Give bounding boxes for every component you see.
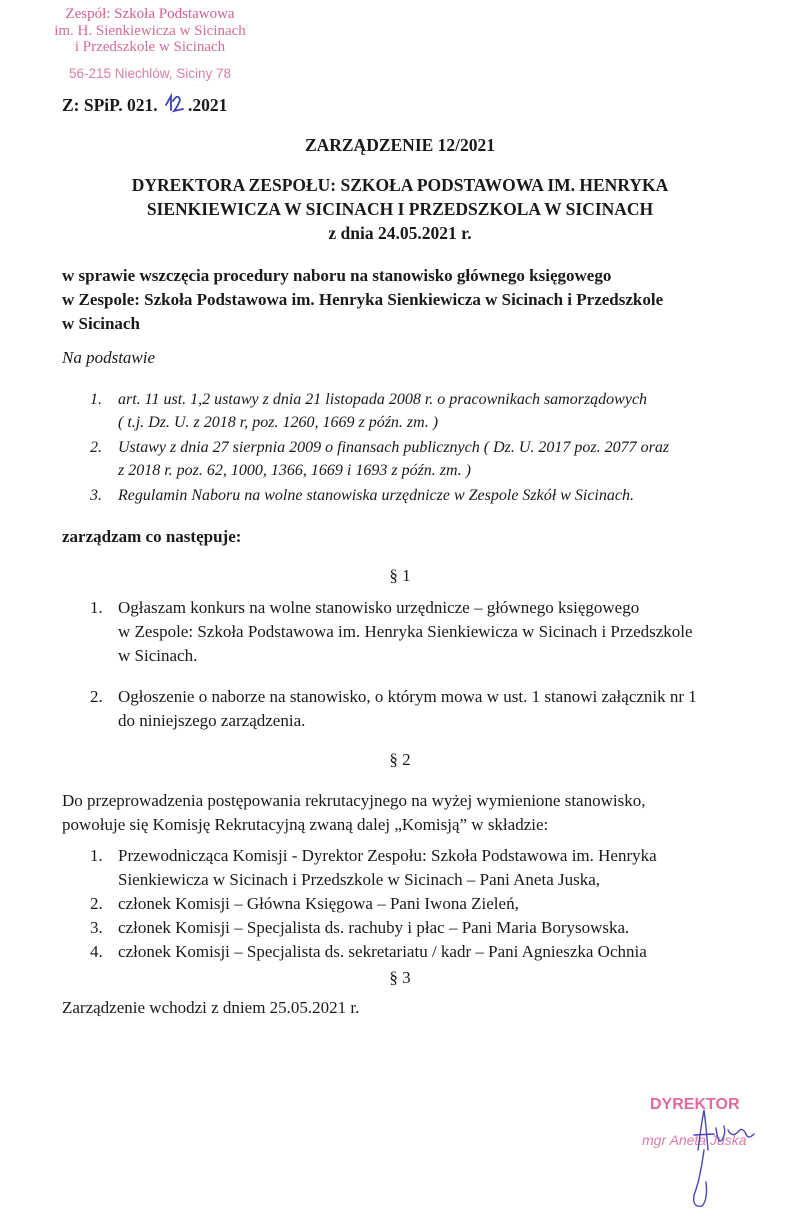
section-3-mark: § 3 <box>389 968 411 987</box>
subject-line-1: w sprawie wszczęcia procedury naboru na stanowisko głównego księgowego <box>62 266 612 285</box>
item-line: członek Komisji – Specjalista ds. rachuby i płac – Pani Maria Borysowska. <box>118 918 630 937</box>
stamp-address: 56-215 Niechlów, Siciny 78 <box>68 66 232 81</box>
signature-name: mgr Aneta Juska <box>642 1132 747 1148</box>
item-number: 1. <box>90 598 103 617</box>
item-line: Ustawy z dnia 27 sierpnia 2009 o finansach publicznych ( Dz. U. 2017 poz. 2077 oraz <box>118 439 670 456</box>
item-line: do niniejszego zarządzenia. <box>118 711 306 730</box>
institution-stamp <box>0 6 300 81</box>
effective-date-text: Zarządzenie wchodzi z dniem 25.05.2021 r. <box>62 998 360 1017</box>
item-line: Regulamin Naboru na wolne stanowiska urzędnicze w Zespole Szkół w Sicinach. <box>118 487 634 504</box>
commission-members-list <box>62 844 752 964</box>
item-line: z 2018 r. poz. 62, 1000, 1366, 1669 i 1693 z późn. zm. ) <box>118 462 471 479</box>
intro-line: powołuje się Komisję Rekrutacyjną zwaną dalej „Komisją” w składzie: <box>62 815 549 834</box>
item-number: 2. <box>90 687 103 706</box>
handwritten-number-icon <box>162 93 188 115</box>
item-number: 3. <box>90 918 103 937</box>
reference-suffix: .2021 <box>188 95 228 115</box>
stamp-line-1: Zespół: Szkoła Podstawowa <box>65 6 235 22</box>
item-line: Sienkiewicza w Sicinach i Przedszkole w Sicinach – Pani Aneta Juska, <box>118 870 601 889</box>
item-number: 1. <box>90 846 103 865</box>
director-signature <box>620 1090 790 1215</box>
issuer-block <box>0 173 800 245</box>
legal-basis-list <box>62 388 752 509</box>
item-line: członek Komisji – Główna Księgowa – Pani Iwona Zieleń, <box>118 894 519 913</box>
decree-heading: zarządzam co następuje: <box>62 527 242 546</box>
item-line: członek Komisji – Specjalista ds. sekretariatu / kadr – Pani Agnieszka Ochnia <box>118 942 647 961</box>
list-item <box>62 484 752 507</box>
list-item <box>62 916 752 940</box>
list-item <box>62 892 752 916</box>
item-number: 3. <box>90 487 102 504</box>
subject-line-3: w Sicinach <box>62 314 140 333</box>
item-line: ( t.j. Dz. U. z 2018 r, poz. 1260, 1669 z późn. zm. ) <box>118 414 439 431</box>
item-number: 1. <box>90 391 102 408</box>
section-2-intro <box>62 789 752 837</box>
list-item <box>62 596 752 668</box>
subject-block <box>62 264 762 336</box>
item-number: 2. <box>90 439 102 456</box>
section-1-mark: § 1 <box>389 566 411 585</box>
stamp-line-3: i Przedszkole w Sicinach <box>74 39 226 55</box>
list-item <box>62 844 752 892</box>
item-number: 4. <box>90 942 103 961</box>
intro-line: Do przeprowadzenia postępowania rekrutacyjnego na wyżej wymienione stanowisko, <box>62 791 646 810</box>
item-number: 2. <box>90 894 103 913</box>
item-line: w Zespole: Szkoła Podstawowa im. Henryka Sienkiewicza w Sicinach i Przedszkole <box>118 622 693 641</box>
signature-role: DYREKTOR <box>650 1096 740 1113</box>
list-item <box>62 685 752 733</box>
section-1-list <box>62 596 752 733</box>
list-item <box>62 436 752 482</box>
issuer-date: z dnia 24.05.2021 r. <box>328 223 472 243</box>
issuer-line-1: DYREKTORA ZESPOŁU: SZKOŁA PODSTAWOWA IM. HENRYKA <box>131 175 669 195</box>
item-line: Przewodnicząca Komisji - Dyrektor Zespołu: Szkoła Podstawowa im. Henryka <box>118 846 657 865</box>
item-line: Ogłaszam konkurs na wolne stanowisko urzędnicze – głównego księgowego <box>118 598 640 617</box>
list-item <box>62 940 752 964</box>
handwritten-signature-icon <box>620 1090 790 1215</box>
issuer-line-2: SIENKIEWICZA W SICINACH I PRZEDSZKOLA W SICINACH <box>146 199 654 219</box>
stamp-line-2: im. H. Sienkiewicza w Sicinach <box>54 23 246 39</box>
item-line: art. 11 ust. 1,2 ustawy z dnia 21 listopada 2008 r. o pracownikach samorządowych <box>118 391 648 408</box>
section-2-mark: § 2 <box>389 750 411 769</box>
list-item <box>62 388 752 434</box>
item-line: w Sicinach. <box>118 646 198 665</box>
reference-number <box>62 93 227 116</box>
item-line: Ogłoszenie o naborze na stanowisko, o którym mowa w ust. 1 stanowi załącznik nr 1 <box>118 687 697 706</box>
reference-prefix: Z: SPiP. 021. <box>62 95 158 115</box>
subject-line-2: w Zespole: Szkoła Podstawowa im. Henryka Sienkiewicza w Sicinach i Przedszkole <box>62 290 664 309</box>
document-title: ZARZĄDZENIE 12/2021 <box>304 135 496 155</box>
basis-intro: Na podstawie <box>62 348 156 367</box>
